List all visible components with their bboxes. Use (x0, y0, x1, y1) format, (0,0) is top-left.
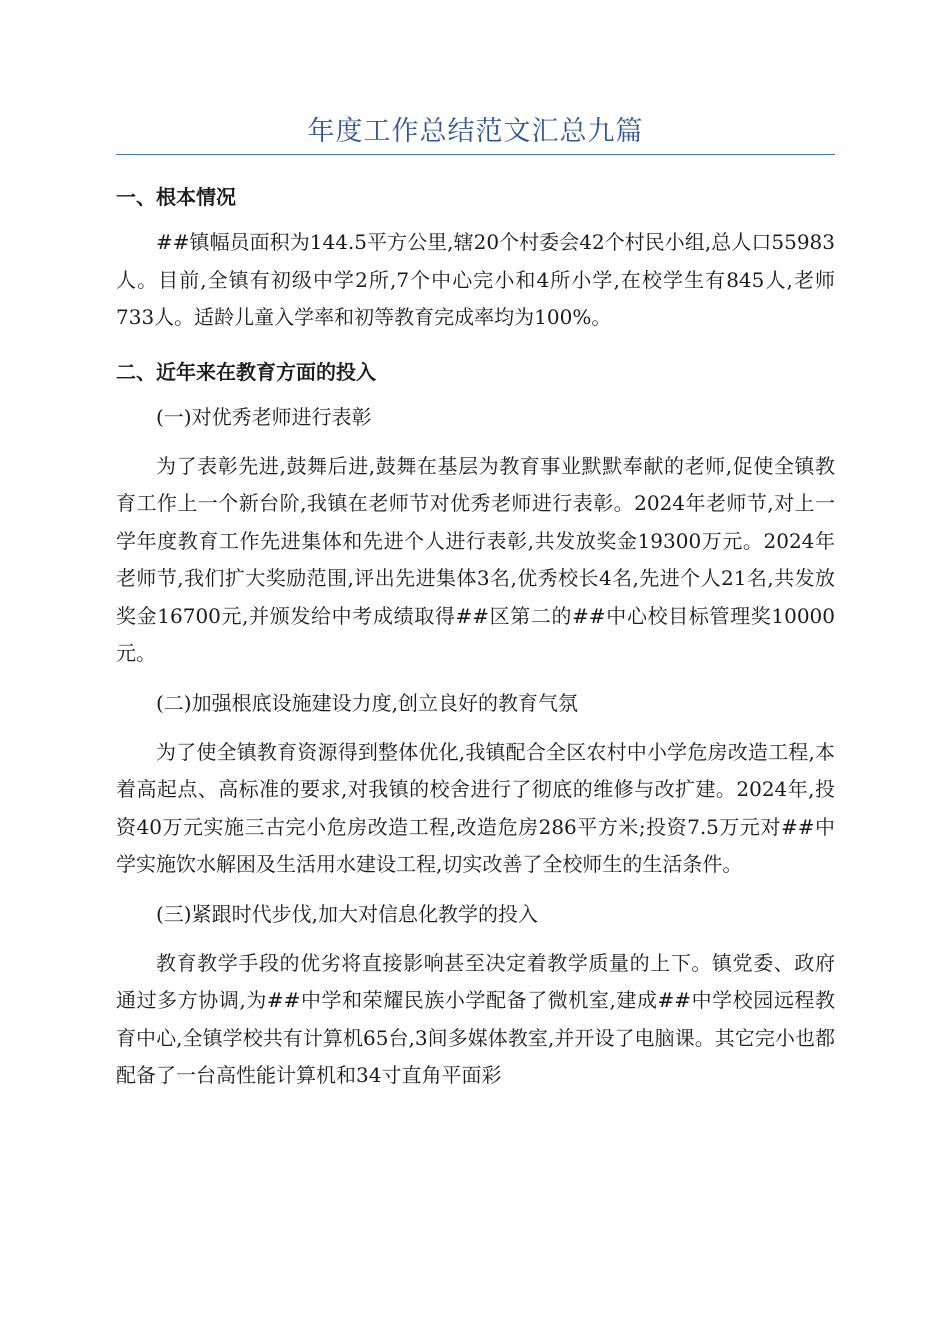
section-heading-basic-situation: 一、根本情况 (116, 185, 236, 209)
section-heading-education-investment: 二、近年来在教育方面的投入 (116, 359, 376, 384)
subsection-heading-teacher-awards: (一)对优秀老师进行表彰 (156, 404, 372, 429)
document-page (116, 112, 835, 1095)
title-underline (116, 154, 835, 155)
subsection-paragraph-it-teaching: 教育教学手段的优劣将直接影响甚至决定着教学质量的上下。镇党委、政府通过多方协调,为##中学和荣耀民族小学配备了微机室,建成##中学校园远程教育中心,全镇学校共有计算机65台,3间多媒体教室,并开设了电脑课。其它完小也都配备了一台高性能计算机和34寸直角平面彩 (116, 950, 835, 1087)
subsection-paragraph-teacher-awards: 为了表彰先进,鼓舞后进,鼓舞在基层为教育事业默默奉献的老师,促使全镇教育工作上一个新台阶,我镇在老师节对优秀老师进行表彰。2024年老师节,对上一学年度教育工作先进集体和先进个人进行表彰,共发放奖金19300万元。2024年老师节,我们扩大奖励范围,评出先进集体3名,优秀校长4名,先进个人21名,共发放奖金16700元,并颁发给中考成绩取得##区第二的##中心校目标管理奖10000元。 (116, 453, 835, 665)
subsection-paragraph-infrastructure: 为了使全镇教育资源得到整体优化,我镇配合全区农村中小学危房改造工程,本着高起点、高标准的要求,对我镇的校舍进行了彻底的维修与改扩建。2024年,投资40万元实施三古完小危房改造工程,改造危房286平方米;投资7.5万元对##中学实施饮水解困及生活用水建设工程,切实改善了全校师生的生活条件。 (116, 739, 835, 876)
subsection-heading-infrastructure: (二)加强根底设施建设力度,创立良好的教育气氛 (156, 690, 578, 715)
section-paragraph-basic-situation: ##镇幅员面积为144.5平方公里,辖20个村委会42个村民小组,总人口55983人。目前,全镇有初级中学2所,7个中心完小和4所小学,在校学生有845人,老师733人。适龄儿童入学率和初等教育完成率均为100%。 (116, 230, 835, 329)
document-title: 年度工作总结范文汇总九篇 (307, 116, 644, 147)
subsection-heading-it-teaching: (三)紧跟时代步伐,加大对信息化教学的投入 (156, 901, 538, 926)
